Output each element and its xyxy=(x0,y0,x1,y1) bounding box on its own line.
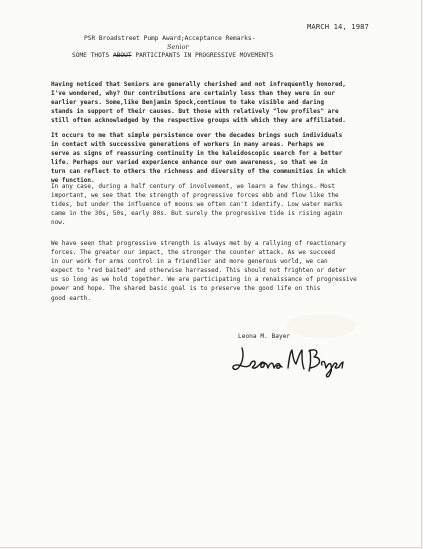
signature-drawing xyxy=(230,340,348,380)
paragraph-line: important, we see that the strength of progressive forces ebb and flow like the xyxy=(51,192,339,200)
paragraph-line: In any case, during a half century of involvement, we learn a few things. Most xyxy=(51,183,335,190)
typed-signatory-name: Leona M. Bayer xyxy=(238,333,291,340)
paragraph-line: power and hope. The shared basic goal is to preserve the good life on this xyxy=(51,285,321,293)
letter-heading-line1: PSR Broadstreet Pump Award;Acceptance Remarks- xyxy=(84,35,256,42)
paragraph-line: It occurs to me that simple persistence over the decades brings such individuals xyxy=(51,132,343,139)
letter-heading-line2 xyxy=(72,52,273,59)
paragraph-line: came in the 30s, 50s, early 80s. But surely the progressive tide is rising again xyxy=(51,210,343,218)
paragraph-line: us so long as we hold together. We are participating in a renaissance of progressive xyxy=(51,276,357,284)
paragraph-4 xyxy=(51,239,393,303)
paragraph-line: earlier years. Some,like Benjamin Spock,continue to take visible and daring xyxy=(51,99,325,107)
paragraph-line: turn can reflect to others the richness and diversity of the communities in which xyxy=(51,168,346,176)
heading-struck-word: ABOUT xyxy=(112,52,132,59)
paragraph-line: still often acknowledged by the respective groups with which they are affiliated. xyxy=(51,117,346,125)
paragraph-line: forces. The greater our impact, the stronger the counter attack. As we succeed xyxy=(51,249,335,257)
paragraph-2 xyxy=(51,131,393,186)
paragraph-line: in our work for arms control in a friendlier and more generous world, we can xyxy=(51,258,328,266)
paragraph-line: stands in support of their causes. But those with relatively "low profiles" are xyxy=(51,108,339,116)
letter-date: MARCH 14, 1987 xyxy=(307,22,369,31)
paragraph-line: expect to "red baited" and otherwise harrassed. This should not frighten or deter xyxy=(51,267,346,275)
paragraph-line: We have seen that progressive strength is always met by a rallying of reactionary xyxy=(51,240,346,247)
paragraph-line: tides, but under the influence of moons we often can't identify. Low water marks xyxy=(51,201,343,209)
paragraph-line: now. xyxy=(51,219,66,227)
paragraph-line: Having noticed that Seniors are generally cherished and not infrequently honored, xyxy=(51,81,346,88)
paragraph-line: good earth. xyxy=(51,294,92,302)
paragraph-line: I've wondered, why? Our contributions are certainly less than they were in our xyxy=(51,90,335,98)
heading-line2-suffix: PARTICIPANTS IN PROGRESSIVE MOVEMENTS xyxy=(131,52,274,59)
paper-stain xyxy=(286,314,356,338)
paragraph-line: in contact with successive generations of workers in many areas. Perhaps we xyxy=(51,141,325,149)
paragraph-line: serve as signs of reassuring continuity in the kaleidoscopic search for a better xyxy=(51,150,343,158)
handwritten-signature xyxy=(230,340,348,384)
handwritten-insert: Senior xyxy=(167,43,189,51)
heading-line2-prefix: SOME THOTS xyxy=(72,52,113,59)
paragraph-3 xyxy=(51,182,393,227)
paragraph-line: life. Perhaps our varied experience enhance our own awareness, so that we in xyxy=(51,159,328,167)
paragraph-line: we function. xyxy=(51,177,95,185)
paragraph-1 xyxy=(51,80,393,125)
